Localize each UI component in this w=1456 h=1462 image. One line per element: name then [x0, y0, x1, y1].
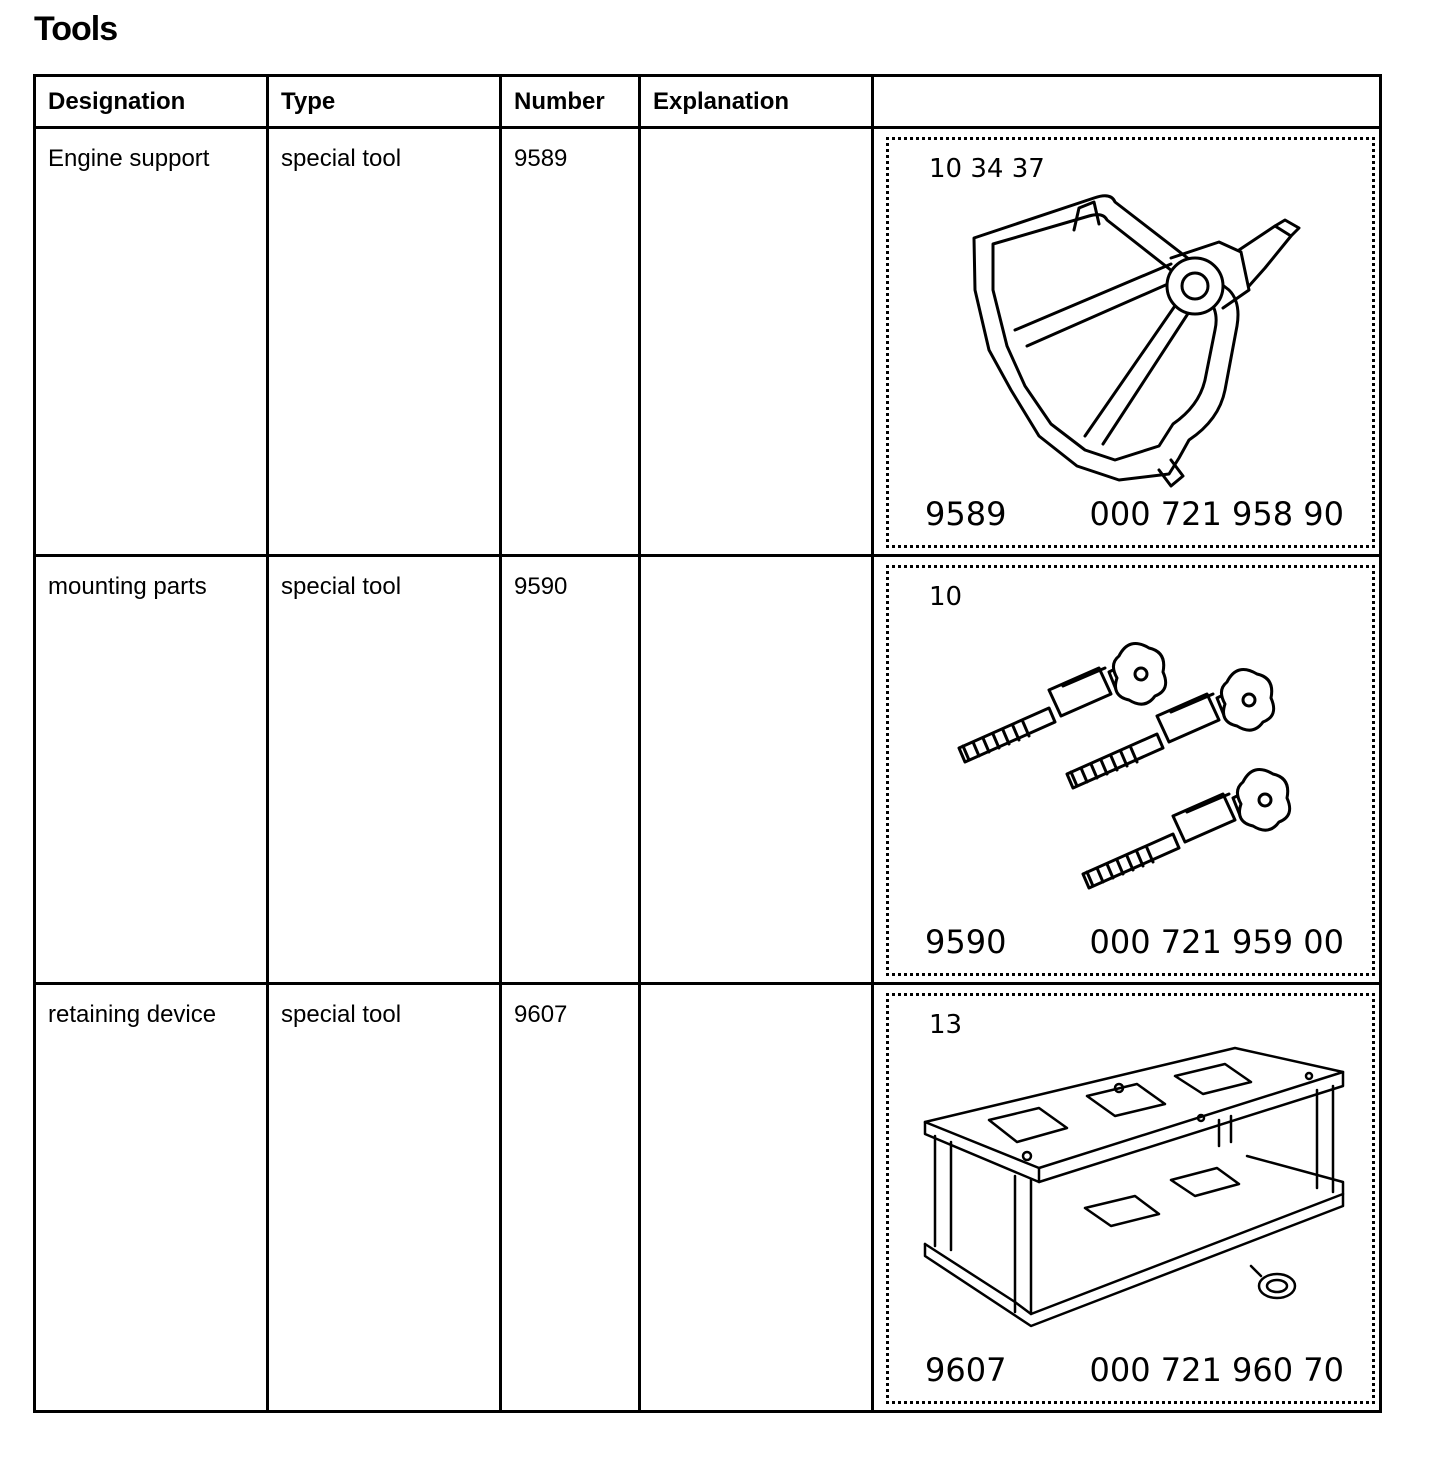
figure-part-number: 000 721 958 90 [1089, 495, 1344, 533]
cell-number: 9590 [501, 556, 640, 984]
cell-illustration [873, 128, 1381, 556]
figure-top-label: 10 [929, 582, 963, 612]
figure-top-label: 10 34 37 [929, 154, 1045, 184]
tool-figure [886, 565, 1375, 976]
cell-explanation [640, 556, 873, 984]
figure-tool-number: 9589 [925, 495, 1007, 533]
header-image [873, 76, 1381, 128]
header-designation: Designation [35, 76, 268, 128]
table-row [35, 128, 1381, 556]
header-type: Type [268, 76, 501, 128]
cell-designation: retaining device [35, 984, 268, 1412]
cell-designation: Engine support [35, 128, 268, 556]
cell-number: 9607 [501, 984, 640, 1412]
cell-illustration [873, 556, 1381, 984]
table-row [35, 984, 1381, 1412]
tools-table [33, 74, 1382, 1413]
figure-tool-number: 9607 [925, 1351, 1007, 1389]
cell-explanation [640, 128, 873, 556]
header-explanation: Explanation [640, 76, 873, 128]
figure-tool-number: 9590 [925, 923, 1007, 961]
table-row [35, 556, 1381, 984]
page-title: Tools [34, 10, 118, 48]
tool-figure [886, 137, 1375, 548]
tool-figure [886, 993, 1375, 1404]
engine-support-illustration [889, 140, 1377, 545]
cell-designation: mounting parts [35, 556, 268, 984]
mounting-bolts-illustration [889, 568, 1377, 973]
figure-part-number: 000 721 959 00 [1089, 923, 1344, 961]
cell-number: 9589 [501, 128, 640, 556]
figure-part-number: 000 721 960 70 [1089, 1351, 1344, 1389]
cell-explanation [640, 984, 873, 1412]
figure-top-label: 13 [929, 1010, 963, 1040]
cell-type: special tool [268, 556, 501, 984]
cell-type: special tool [268, 984, 501, 1412]
header-row [35, 76, 1381, 128]
retaining-frame-illustration [889, 996, 1377, 1401]
cell-illustration [873, 984, 1381, 1412]
header-number: Number [501, 76, 640, 128]
cell-type: special tool [268, 128, 501, 556]
